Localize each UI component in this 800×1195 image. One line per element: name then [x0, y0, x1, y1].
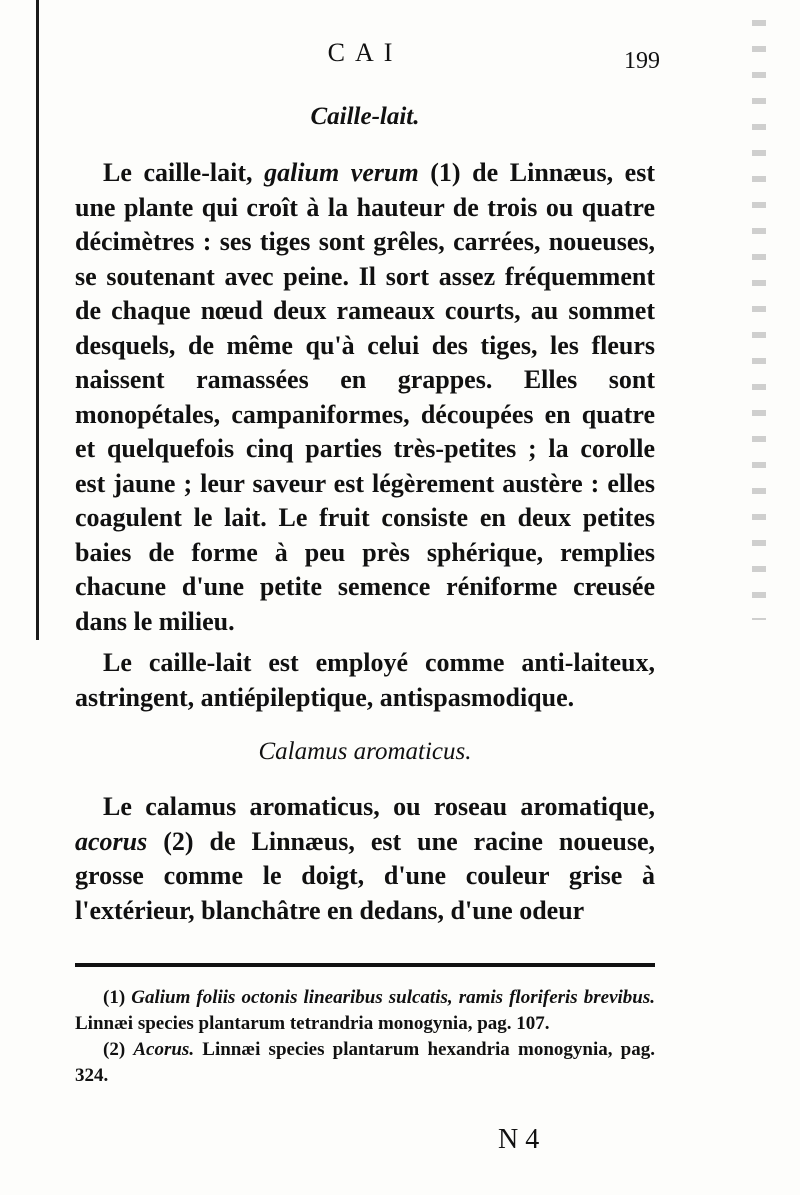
footnote-text: Linnæi species plantarum tetrandria monogynia, pag. 107. — [75, 1013, 550, 1034]
latin-name: acorus — [75, 826, 148, 856]
page-edge-left — [36, 0, 39, 640]
footnotes — [75, 985, 655, 1089]
running-head: CAI — [327, 38, 403, 67]
paragraph-caille-lait-description — [75, 156, 655, 639]
section-title-calamus: Calamus aromaticus. — [258, 738, 472, 765]
latin-name: galium verum — [264, 158, 419, 187]
paragraph-calamus-description — [75, 790, 655, 928]
footnote-marker: (1) — [103, 987, 132, 1008]
page-header — [70, 38, 660, 78]
footnote-latin: Acorus. — [133, 1039, 195, 1060]
footnote-rule — [75, 963, 655, 967]
page-number: 199 — [624, 48, 660, 74]
footnote-1 — [75, 985, 655, 1037]
page-edge-right — [752, 20, 766, 620]
footnote-latin: Galium foliis octonis linearibus sulcatis, ramis floriferis brevibus. — [131, 987, 656, 1008]
paragraph-text: (2) de Linnæus, est une racine noueuse, grosse comme le doigt, d'une couleur grise à l'extérieur, blanchâtre en dedans, d'une odeur — [75, 826, 655, 925]
signature-mark: N 4 — [498, 1124, 540, 1155]
paragraph-text: Le calamus aromaticus, ou roseau aromatique, — [103, 792, 655, 821]
footnote-marker: (2) — [103, 1039, 134, 1060]
paragraph-text: (1) de Linnæus, est une plante qui croît à la hauteur de trois ou quatre décimètres : ses tiges sont grêles, carrées, noueuses, se soutenant avec peine. Il sort assez fréquemment de chaque nœud deux rameaux courts, au sommet desquels, de même qu'à celui des tiges, les fleurs naissent ramassées en grappes. Elles sont monopétales, campaniformes, découpées en quatre et quelquefois cinq parties très-petites ; la corolle est jaune ; leur saveur est légèrement austère : elles coagulent le lait. Le fruit consiste en deux petites baies de forme à peu près sphérique, remplies chacune d'une petite semence réniforme creusée dans le milieu. — [75, 158, 655, 636]
section-title-caille-lait: Caille-lait. — [310, 103, 420, 130]
footnote-text: Linnæi species plantarum hexandria monogynia, pag. 324. — [75, 1039, 655, 1086]
paragraph-text: Le caille-lait, — [103, 158, 265, 187]
footnote-2 — [75, 1037, 655, 1089]
paragraph-caille-lait-uses — [75, 646, 655, 715]
paragraph-text: Le caille-lait est employé comme anti-laiteux, astringent, antiépileptique, antispasmodique. — [75, 648, 655, 712]
